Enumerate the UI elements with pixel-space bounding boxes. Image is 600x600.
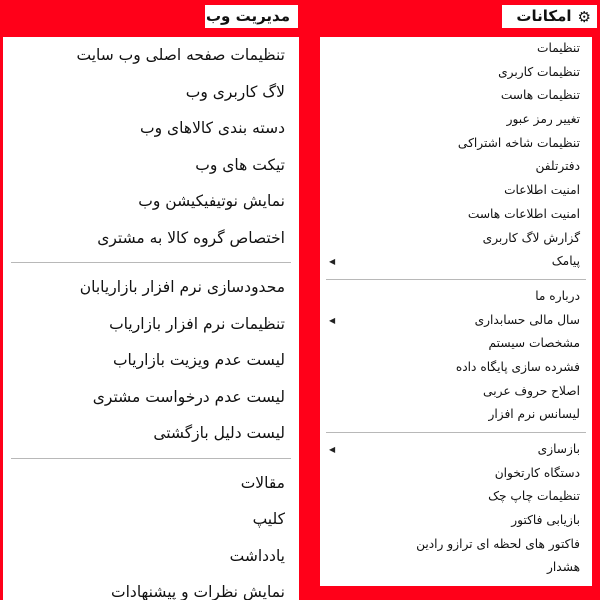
- menu-item[interactable]: [3, 501, 299, 538]
- features-menu-title[interactable]: [502, 5, 597, 28]
- menu-item[interactable]: [320, 309, 592, 333]
- menu-item-label: کلیپ: [252, 510, 285, 528]
- menu-item-label: هشدار: [547, 560, 580, 575]
- menu-item-label: امنیت اطلاعات: [504, 183, 580, 198]
- gears-icon: ⚙: [577, 8, 591, 26]
- menu-item-label: سال مالی حسابداری: [474, 312, 580, 327]
- menu-item[interactable]: [3, 74, 299, 111]
- menu-item-label: فاکتور های لحظه ای ترازو رادین: [416, 536, 580, 551]
- submenu-arrow-icon: ◀: [329, 445, 336, 454]
- menu-item-label: لیست دلیل بازگشتی: [153, 424, 285, 442]
- menu-item[interactable]: [3, 574, 299, 600]
- menu-item-label: بازیابی فاکتور: [511, 513, 580, 528]
- menu-item-label: مشخصات سیستم: [488, 336, 580, 351]
- menu-item[interactable]: [320, 37, 592, 61]
- menu-separator: [11, 262, 291, 263]
- menu-item[interactable]: [3, 269, 299, 306]
- web-management-menu-title-label: مدیریت وب: [205, 7, 290, 25]
- menu-item-label: بازسازی: [537, 442, 580, 456]
- menu-item[interactable]: [320, 356, 592, 380]
- menu-item[interactable]: [320, 179, 592, 203]
- menu-item-label: تیکت های وب: [195, 155, 285, 174]
- menu-item[interactable]: [320, 403, 592, 427]
- menu-item[interactable]: [320, 155, 592, 179]
- menu-item[interactable]: [320, 509, 592, 533]
- menu-item-label: فشرده سازی پایگاه داده: [455, 359, 580, 374]
- submenu-arrow-icon: ◀: [329, 257, 336, 267]
- menu-item[interactable]: [320, 438, 592, 462]
- menu-item[interactable]: [3, 110, 299, 147]
- menu-item-label: لاگ کاربری وب: [185, 82, 285, 101]
- menu-item-label: محدودسازی نرم افزار بازاریابان: [79, 278, 285, 296]
- menu-item-label: تنظیمات کاربری: [498, 64, 580, 79]
- menu-item-label: تنظیمات شاخه اشتراکی: [457, 135, 580, 150]
- menu-item[interactable]: [3, 415, 299, 452]
- menu-item[interactable]: [3, 379, 299, 416]
- menu-item-label: لیسانس نرم افزار: [488, 407, 580, 422]
- menu-separator: [326, 279, 586, 280]
- menu-item-label: تنظیمات هاست: [500, 88, 580, 103]
- menu-item[interactable]: [3, 306, 299, 343]
- menu-item[interactable]: [320, 84, 592, 108]
- menu-item[interactable]: [320, 61, 592, 85]
- web-management-menu-title[interactable]: [205, 5, 298, 28]
- menu-item[interactable]: [320, 380, 592, 404]
- menu-item-label: اصلاح حروف عربی: [483, 383, 580, 398]
- menu-item-label: نمایش نوتیفیکیشن وب: [138, 192, 285, 210]
- menu-item[interactable]: [3, 342, 299, 379]
- menu-item-label: گزارش لاگ کاربری: [482, 230, 580, 245]
- menu-item[interactable]: [320, 285, 592, 309]
- menu-item-label: دستگاه کارتخوان: [494, 465, 580, 480]
- menu-item[interactable]: [320, 332, 592, 356]
- menu-item-label: نمایش نظرات و پیشنهادات: [111, 583, 285, 600]
- menu-item[interactable]: [320, 132, 592, 156]
- menu-item[interactable]: [320, 462, 592, 486]
- menu-item-label: لیست عدم ویزیت بازاریاب: [112, 351, 285, 369]
- menu-item-label: تنظیمات نرم افزار بازاریاب: [109, 314, 285, 333]
- menu-item-label: لیست عدم درخواست مشتری: [92, 387, 285, 406]
- menu-item[interactable]: [320, 203, 592, 227]
- menu-item-label: دفترتلفن: [535, 159, 580, 174]
- menu-item-label: اختصاص گروه کالا به مشتری: [97, 228, 285, 247]
- menu-item-label: دسته بندی کالاهای وب: [140, 119, 285, 137]
- menu-item-label: تغییر رمز عبور: [506, 112, 580, 127]
- menu-item[interactable]: [320, 108, 592, 132]
- menu-item[interactable]: [3, 147, 299, 184]
- menu-item-label: پیامک: [551, 254, 580, 269]
- menu-item[interactable]: [3, 37, 299, 74]
- menu-item-label: یادداشت: [229, 546, 285, 565]
- menu-item-label: تنظیمات چاپ چک: [488, 489, 580, 504]
- menu-item[interactable]: [3, 183, 299, 220]
- menu-item[interactable]: [320, 556, 592, 580]
- menu-item[interactable]: [320, 250, 592, 274]
- menu-item[interactable]: [320, 485, 592, 509]
- menu-item-label: امنیت اطلاعات هاست: [467, 206, 580, 221]
- menu-separator: [11, 458, 291, 459]
- menu-separator: [326, 432, 586, 433]
- menu-item[interactable]: [320, 533, 592, 557]
- web-management-menu: [3, 37, 299, 600]
- menu-item[interactable]: [3, 538, 299, 575]
- menu-item-label: درباره ما: [535, 288, 580, 303]
- menu-item[interactable]: [3, 465, 299, 502]
- features-menu: [320, 37, 592, 586]
- menu-item-label: تنظیمات صفحه اصلی وب سایت: [76, 46, 285, 64]
- menu-item-label: مقالات: [240, 473, 285, 492]
- menu-item[interactable]: [320, 227, 592, 251]
- menu-item[interactable]: [3, 220, 299, 257]
- submenu-arrow-icon: ◀: [329, 315, 336, 325]
- menu-item-label: تنظیمات: [537, 41, 580, 55]
- features-menu-title-label: امکانات: [516, 7, 572, 25]
